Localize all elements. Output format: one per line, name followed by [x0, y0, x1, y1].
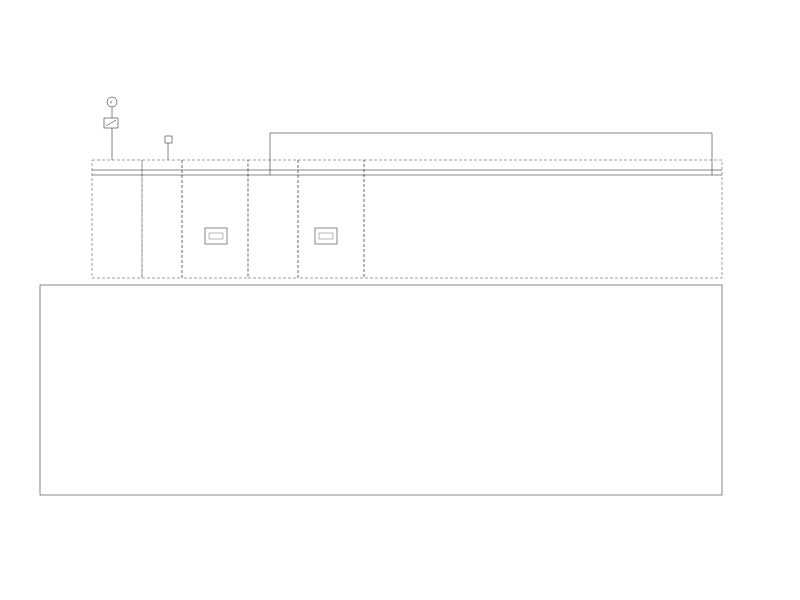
panel-boundaries [92, 160, 722, 278]
source-region [104, 97, 712, 175]
ats-units [205, 228, 337, 244]
data-table [40, 285, 722, 495]
meter-symbol: V [110, 100, 113, 105]
busbar [92, 170, 722, 175]
ats-box-2 [315, 228, 337, 244]
ats-box-1 [205, 228, 227, 244]
source-badge-box [165, 136, 172, 143]
